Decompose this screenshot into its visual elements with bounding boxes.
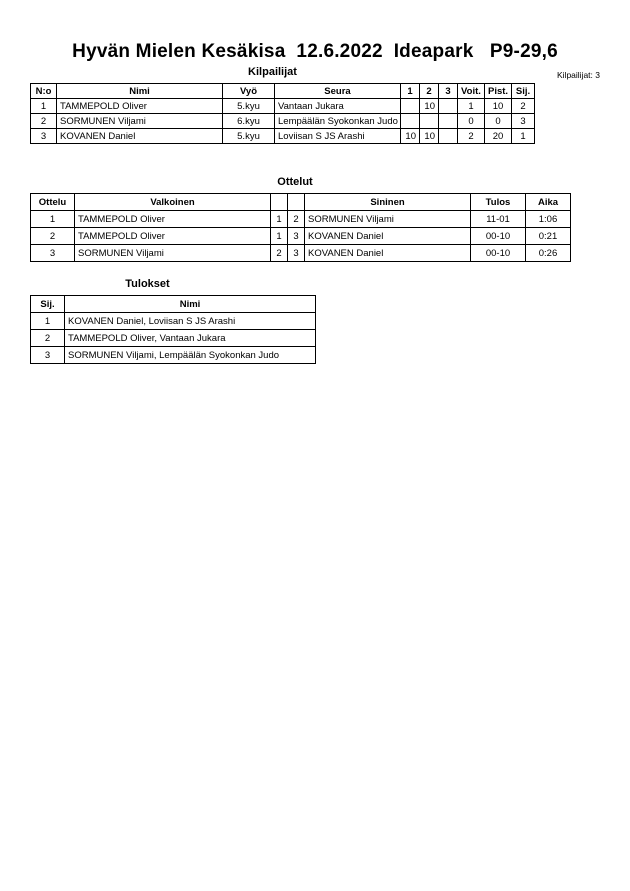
competitors-section <box>30 66 531 144</box>
header-match-1: 1 <box>401 84 420 99</box>
results-section-title: Tulokset <box>125 278 170 290</box>
cell-rank: 2 <box>31 330 65 347</box>
results-table <box>30 295 316 364</box>
header-white-number <box>271 194 288 211</box>
competitors-section-title: Kilpailijat <box>248 66 297 78</box>
header-time: Aika <box>526 194 571 211</box>
cell-blue-number: 3 <box>288 245 305 262</box>
cell-result: 00-10 <box>471 245 526 262</box>
cell-time: 1:06 <box>526 211 571 228</box>
cell-blue: KOVANEN Daniel <box>305 228 471 245</box>
cell-wins: 1 <box>458 99 485 114</box>
cell-match-1 <box>401 99 420 114</box>
cell-white-number: 1 <box>271 228 288 245</box>
table-row <box>31 347 316 364</box>
cell-result: 00-10 <box>471 228 526 245</box>
cell-points: 20 <box>485 129 512 144</box>
cell-rank: 1 <box>31 313 65 330</box>
header-points: Pist. <box>485 84 512 99</box>
cell-belt: 6.kyu <box>223 114 275 129</box>
cell-points: 0 <box>485 114 512 129</box>
table-row <box>31 211 571 228</box>
matches-table <box>30 193 571 262</box>
cell-match-number: 2 <box>31 228 75 245</box>
header-name: Nimi <box>57 84 223 99</box>
header-match-3: 3 <box>439 84 458 99</box>
header-blue-number <box>288 194 305 211</box>
cell-match-number: 3 <box>31 245 75 262</box>
cell-blue: SORMUNEN Viljami <box>305 211 471 228</box>
cell-match-number: 1 <box>31 211 75 228</box>
table-row <box>31 114 535 129</box>
header-white: Valkoinen <box>75 194 271 211</box>
cell-name: TAMMEPOLD Oliver <box>57 99 223 114</box>
cell-name: KOVANEN Daniel <box>57 129 223 144</box>
header-name: Nimi <box>65 296 316 313</box>
cell-wins: 0 <box>458 114 485 129</box>
header-result: Tulos <box>471 194 526 211</box>
table-header-row <box>31 194 571 211</box>
header-rank: Sij. <box>512 84 535 99</box>
cell-club: Lempäälän Syokonkan Judo <box>275 114 401 129</box>
cell-wins: 2 <box>458 129 485 144</box>
header-rank: Sij. <box>31 296 65 313</box>
cell-match-3 <box>439 114 458 129</box>
cell-name: KOVANEN Daniel, Loviisan S JS Arashi <box>65 313 316 330</box>
cell-belt: 5.kyu <box>223 129 275 144</box>
header-match-number: Ottelu <box>31 194 75 211</box>
cell-match-3 <box>439 129 458 144</box>
table-row <box>31 330 316 347</box>
competitors-table <box>30 83 535 144</box>
table-header-row <box>31 84 535 99</box>
cell-blue-number: 2 <box>288 211 305 228</box>
table-row <box>31 245 571 262</box>
table-row <box>31 129 535 144</box>
cell-white-number: 2 <box>271 245 288 262</box>
cell-match-3 <box>439 99 458 114</box>
cell-match-2 <box>420 114 439 129</box>
cell-belt: 5.kyu <box>223 99 275 114</box>
header-blue: Sininen <box>305 194 471 211</box>
cell-match-1: 10 <box>401 129 420 144</box>
matches-section-title: Ottelut <box>277 176 313 188</box>
cell-time: 0:21 <box>526 228 571 245</box>
cell-points: 10 <box>485 99 512 114</box>
table-row <box>31 313 316 330</box>
header-no: N:o <box>31 84 57 99</box>
cell-white-number: 1 <box>271 211 288 228</box>
cell-match-1 <box>401 114 420 129</box>
cell-name: SORMUNEN Viljami, Lempäälän Syokonkan Judo <box>65 347 316 364</box>
table-row <box>31 228 571 245</box>
cell-blue-number: 3 <box>288 228 305 245</box>
header-belt: Vyö <box>223 84 275 99</box>
cell-blue: KOVANEN Daniel <box>305 245 471 262</box>
cell-white: TAMMEPOLD Oliver <box>75 228 271 245</box>
cell-rank: 1 <box>512 129 535 144</box>
cell-name: SORMUNEN Viljami <box>57 114 223 129</box>
cell-white: TAMMEPOLD Oliver <box>75 211 271 228</box>
table-row <box>31 99 535 114</box>
competitor-count: Kilpailijat: 3 <box>557 70 600 80</box>
matches-section <box>30 176 560 262</box>
cell-result: 11-01 <box>471 211 526 228</box>
cell-club: Loviisan S JS Arashi <box>275 129 401 144</box>
cell-club: Vantaan Jukara <box>275 99 401 114</box>
cell-no: 3 <box>31 129 57 144</box>
table-header-row <box>31 296 316 313</box>
cell-match-2: 10 <box>420 129 439 144</box>
cell-name: TAMMEPOLD Oliver, Vantaan Jukara <box>65 330 316 347</box>
cell-rank: 2 <box>512 99 535 114</box>
header-match-2: 2 <box>420 84 439 99</box>
cell-rank: 3 <box>31 347 65 364</box>
page-title: Hyvän Mielen Kesäkisa 12.6.2022 Ideapark P9-29,6 <box>72 41 558 62</box>
cell-no: 2 <box>31 114 57 129</box>
cell-rank: 3 <box>512 114 535 129</box>
results-section <box>30 278 315 364</box>
header-wins: Voit. <box>458 84 485 99</box>
cell-time: 0:26 <box>526 245 571 262</box>
cell-match-2: 10 <box>420 99 439 114</box>
cell-white: SORMUNEN Viljami <box>75 245 271 262</box>
cell-no: 1 <box>31 99 57 114</box>
header-club: Seura <box>275 84 401 99</box>
